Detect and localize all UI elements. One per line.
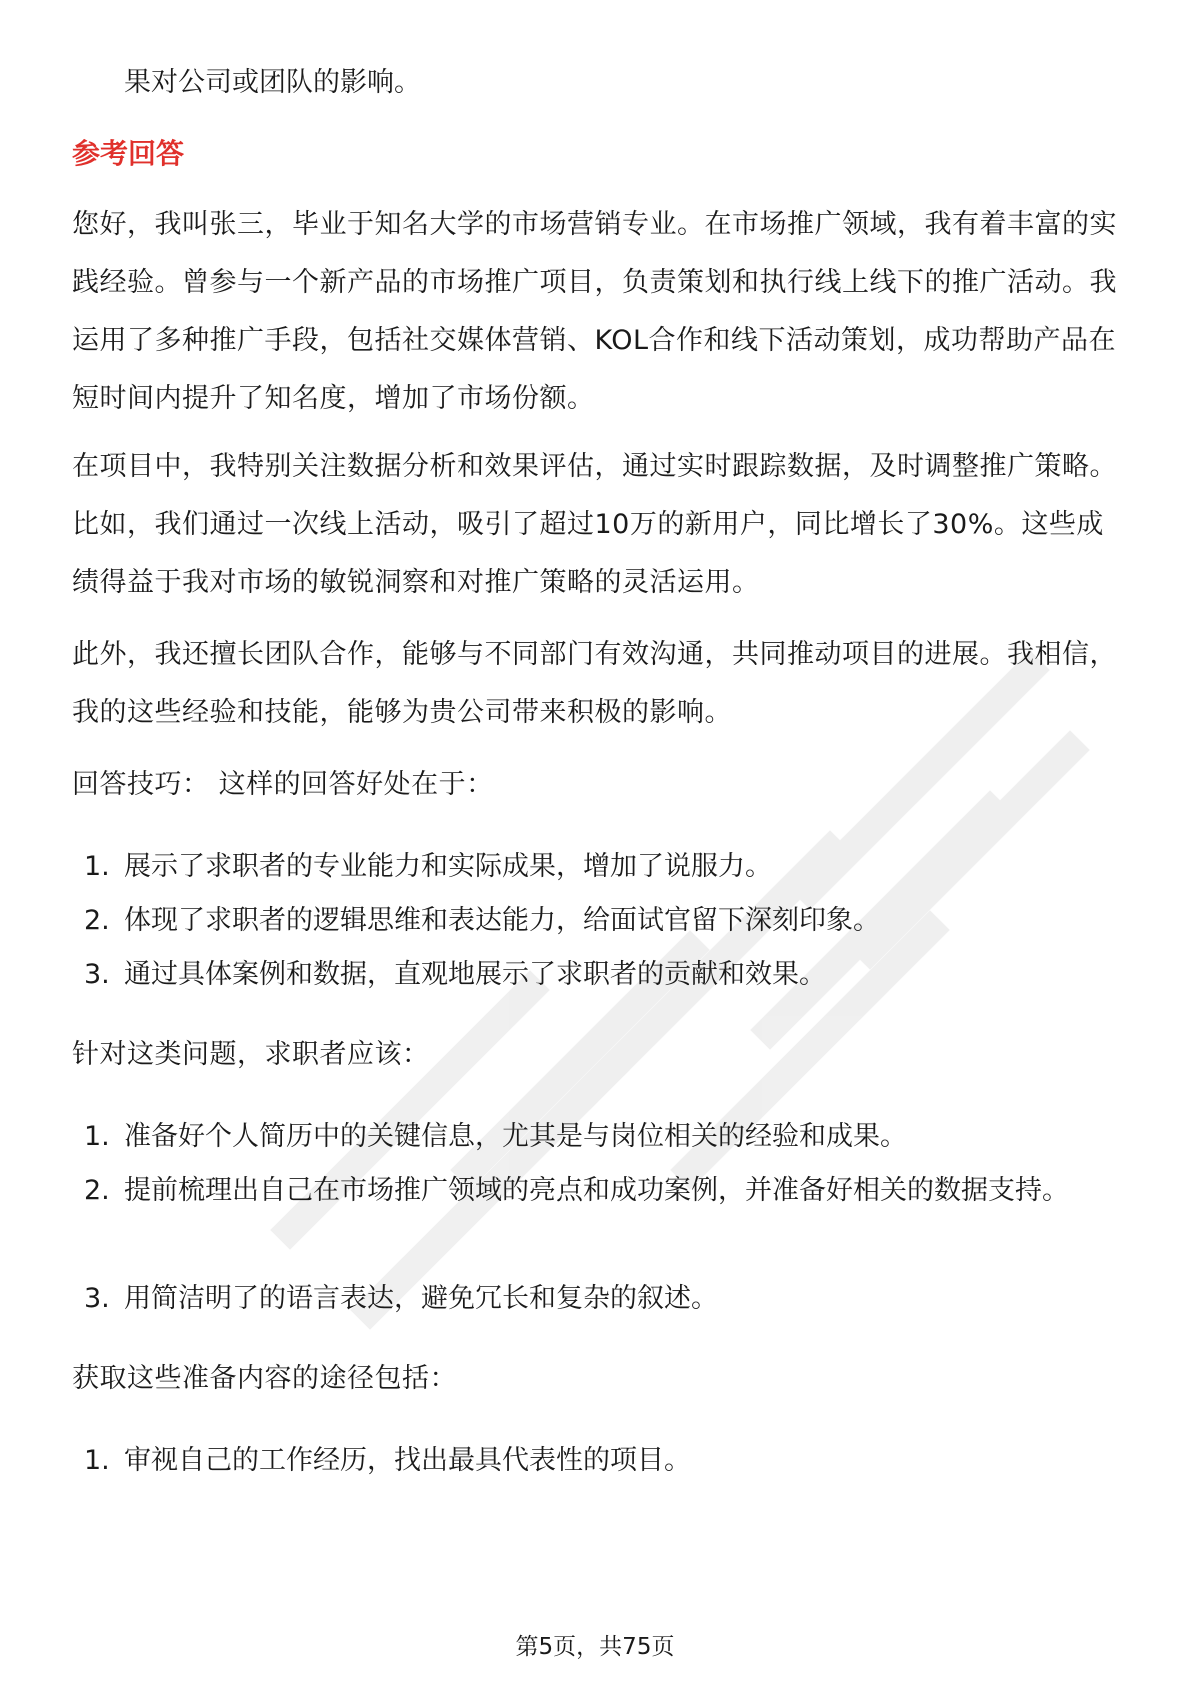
list-number: 3. xyxy=(84,1283,110,1314)
list-number: 1. xyxy=(84,1445,110,1476)
page-footer: 第5页，共75页 xyxy=(515,1634,675,1660)
list-item xyxy=(84,1270,1120,1328)
list-number: 1. xyxy=(84,851,110,882)
list-text: 准备好个人简历中的关键信息，尤其是与岗位相关的经验和成果。 xyxy=(124,1121,907,1152)
list-text: 展示了求职者的专业能力和实际成果，增加了说服力。 xyxy=(124,851,772,882)
tips-intro: 回答技巧： 这样的回答好处在于： xyxy=(72,769,494,800)
list-text: 体现了求职者的逻辑思维和表达能力，给面试官留下深刻印象。 xyxy=(124,905,880,936)
paragraph-intro: 您好，我叫张三，毕业于知名大学的市场营销专业。在市场推广领域，我有着丰富的实践经验。曾参与一个新产品的市场推广项目，负责策划和执行线上线下的推广活动。我运用了多种推广手段，包括社交媒体营销、KOL合作和线下活动策划，成功帮助产品在短时间内提升了知名度，增加了市场份额。 xyxy=(72,209,1117,414)
list-item xyxy=(84,1108,1120,1166)
list-item xyxy=(84,1432,1120,1490)
ways-intro: 获取这些准备内容的途径包括： xyxy=(72,1363,457,1394)
continued-line: 果对公司或团队的影响。 xyxy=(124,67,421,98)
paragraph-project: 在项目中，我特别关注数据分析和效果评估，通过实时跟踪数据，及时调整推广策略。比如，我们通过一次线上活动，吸引了超过10万的新用户，同比增长了30%。这些成绩得益于我对市场的敏锐洞察和对推广策略的灵活运用。 xyxy=(72,451,1117,598)
list-item xyxy=(84,838,1120,896)
list-number: 3. xyxy=(84,959,110,990)
list-number: 2. xyxy=(84,1175,110,1206)
list-item xyxy=(84,1162,1084,1220)
list-item xyxy=(84,892,1120,950)
list-number: 2. xyxy=(84,905,110,936)
section-heading: 参考回答 xyxy=(72,137,185,170)
paragraph-teamwork: 此外，我还擅长团队合作，能够与不同部门有效沟通，共同推动项目的进展。我相信，我的这些经验和技能，能够为贵公司带来积极的影响。 xyxy=(72,639,1117,728)
list-item xyxy=(84,946,1120,1004)
list-text: 通过具体案例和数据，直观地展示了求职者的贡献和效果。 xyxy=(124,959,826,990)
should-intro: 针对这类问题，求职者应该： xyxy=(72,1039,430,1070)
list-text: 用简洁明了的语言表达，避免冗长和复杂的叙述。 xyxy=(124,1283,718,1314)
list-text: 审视自己的工作经历，找出最具代表性的项目。 xyxy=(124,1445,691,1476)
list-text: 提前梳理出自己在市场推广领域的亮点和成功案例，并准备好相关的数据支持。 xyxy=(124,1175,1069,1206)
list-number: 1. xyxy=(84,1121,110,1152)
